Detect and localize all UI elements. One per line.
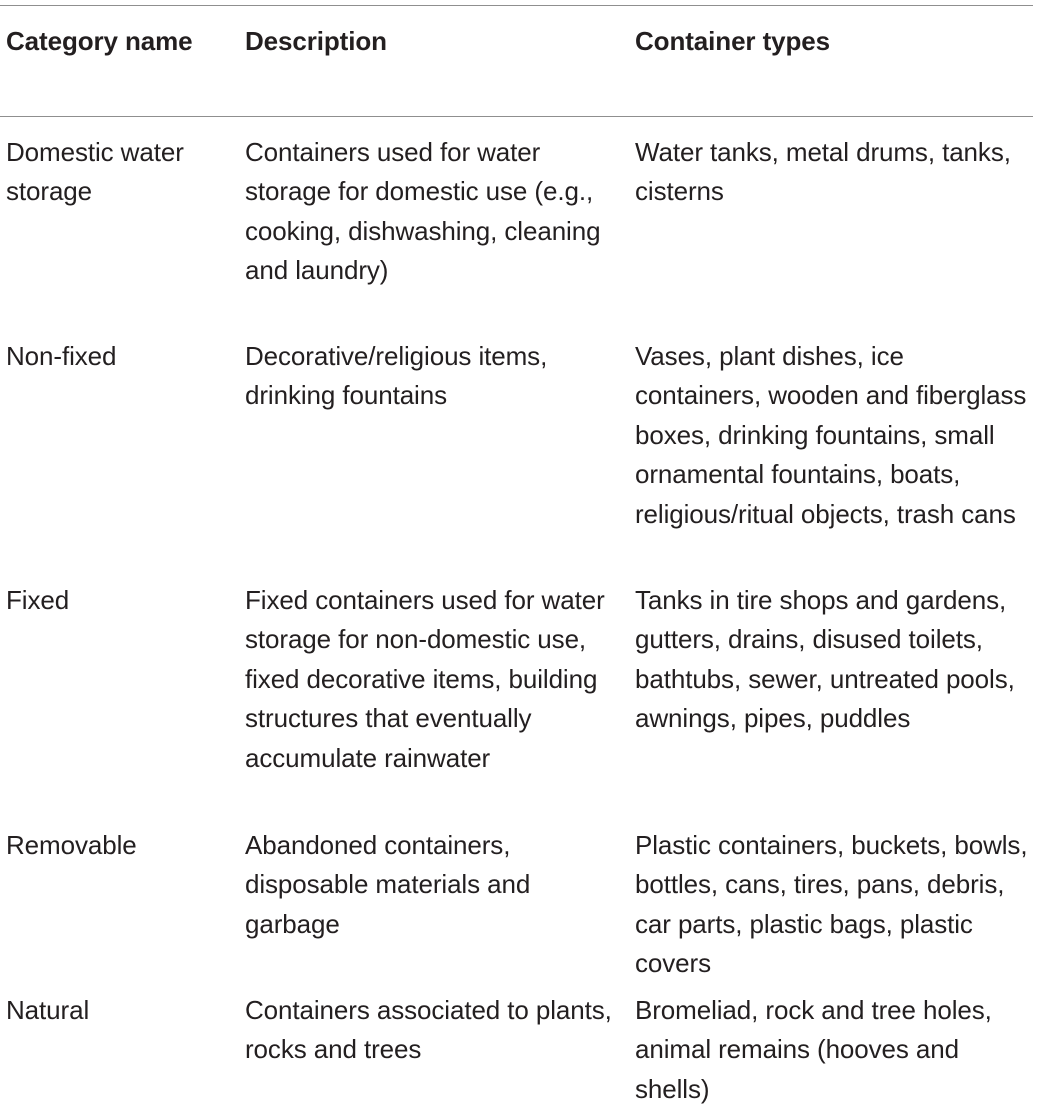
row-category: Natural [6,995,90,1025]
row-container-types: Bromeliad, rock and tree holes, animal remains (hooves and shells) [635,995,992,1104]
row-container-types: Water tanks, metal drums, tanks, cisterns [635,137,1011,207]
row-description: Decorative/religious items, drinking fountains [245,341,548,411]
row-category: Removable [6,830,137,860]
header-rule [0,116,1033,117]
row-description: Abandoned containers, disposable materials and garbage [245,830,531,939]
row-container-types: Plastic containers, buckets, bowls, bottles, cans, tires, pans, debris, car parts, plastic bags, plastic covers [635,830,1028,979]
header-category-name: Category name [6,26,193,56]
row-container-types: Tanks in tire shops and gardens, gutters, drains, disused toilets, bathtubs, sewer, untreated pools, awnings, pipes, puddles [635,585,1015,734]
row-category: Non-fixed [6,341,117,371]
row-description: Containers associated to plants, rocks and trees [245,995,612,1065]
header-description: Description [245,26,387,56]
row-description: Containers used for water storage for domestic use (e.g., cooking, dishwashing, cleaning and laundry) [245,137,601,286]
row-container-types: Vases, plant dishes, ice containers, wooden and fiberglass boxes, drinking fountains, small ornamental fountains, boats, religious/ritual objects, trash cans [635,341,1027,529]
row-category: Domestic water storage [6,137,184,207]
row-category: Fixed [6,585,70,615]
row-description: Fixed containers used for water storage for non-domestic use, fixed decorative items, building structures that eventually accumulate rainwater [245,585,605,773]
table-top-rule [0,5,1033,6]
header-container-types: Container types [635,26,830,56]
